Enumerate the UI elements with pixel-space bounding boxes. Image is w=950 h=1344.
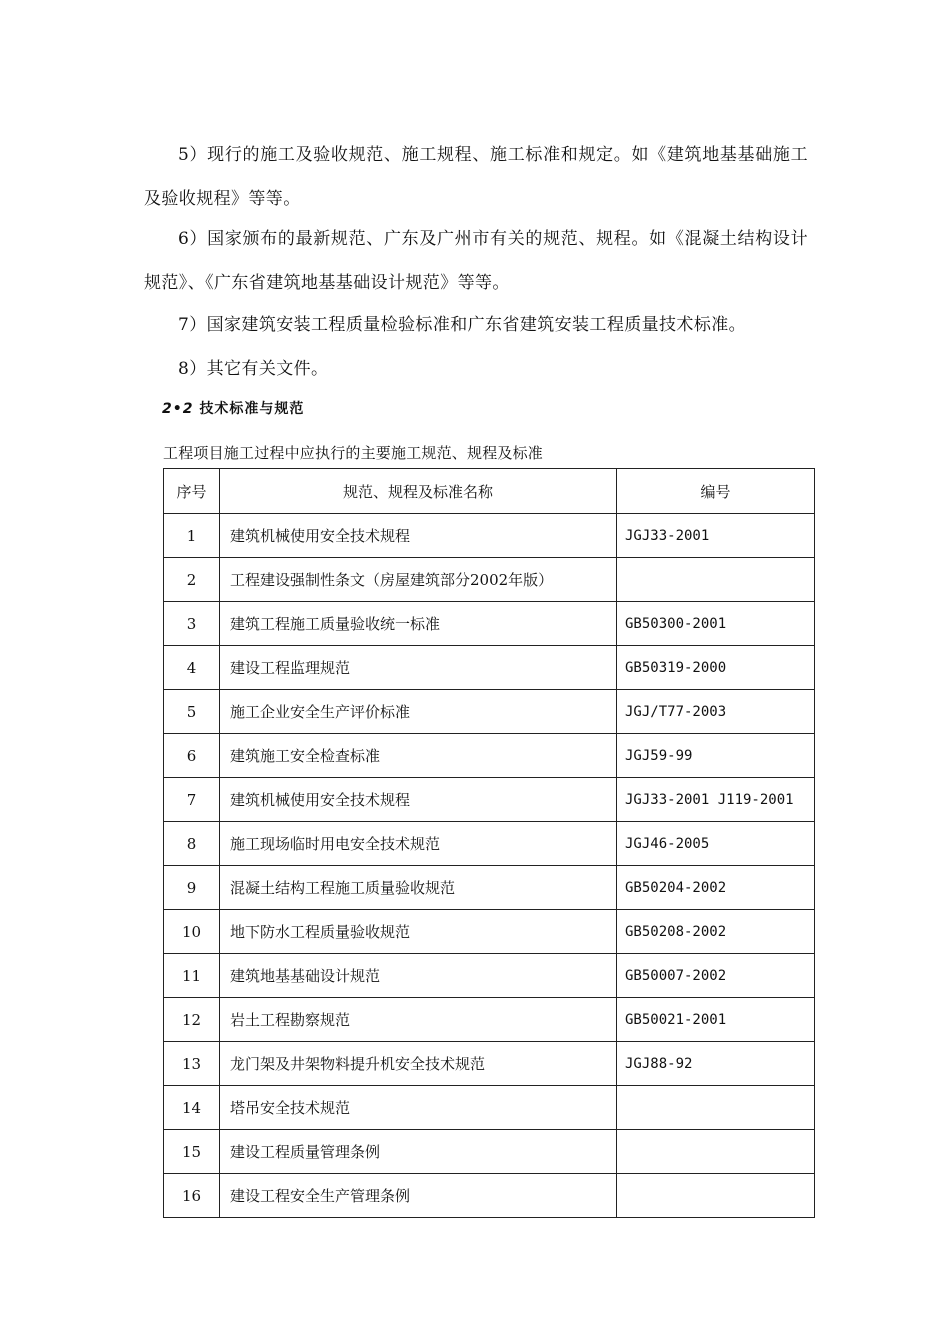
- row-standard-code: JGJ33-2001 J119-2001: [617, 778, 815, 822]
- row-standard-code: JGJ46-2005: [617, 822, 815, 866]
- table-row: [164, 954, 815, 998]
- row-number: 8: [164, 822, 220, 866]
- paragraph-item-5: 5）现行的施工及验收规范、施工规程、施工标准和规定。如《建筑地基基础施工及验收规程》等等。: [144, 145, 808, 209]
- table-row: [164, 998, 815, 1042]
- table-body: [164, 514, 815, 1218]
- row-standard-name: 岩土工程勘察规范: [220, 998, 617, 1042]
- row-standard-name: 建筑地基基础设计规范: [220, 954, 617, 998]
- row-standard-code: GB50208-2002: [617, 910, 815, 954]
- table-row: [164, 1086, 815, 1130]
- row-standard-name: 建筑施工安全检查标准: [220, 734, 617, 778]
- row-number: 14: [164, 1086, 220, 1130]
- header-name: 规范、规程及标准名称: [220, 469, 617, 514]
- row-number: 2: [164, 558, 220, 602]
- standards-table: [163, 468, 815, 1218]
- table-row: [164, 1174, 815, 1218]
- row-standard-name: 建设工程质量管理条例: [220, 1130, 617, 1174]
- row-standard-name: 施工现场临时用电安全技术规范: [220, 822, 617, 866]
- row-standard-code: JGJ/T77-2003: [617, 690, 815, 734]
- row-number: 12: [164, 998, 220, 1042]
- row-standard-name: 建筑机械使用安全技术规程: [220, 514, 617, 558]
- paragraph-item-6: 6）国家颁布的最新规范、广东及广州市有关的规范、规程。如《混凝土结构设计规范》、《广东省建筑地基基础设计规范》等等。: [144, 229, 808, 293]
- row-standard-code: JGJ88-92: [617, 1042, 815, 1086]
- row-standard-code: JGJ59-99: [617, 734, 815, 778]
- table-row: [164, 602, 815, 646]
- section-heading: [162, 398, 304, 418]
- table-header-row: [164, 469, 815, 514]
- row-number: 13: [164, 1042, 220, 1086]
- row-standard-name: 建筑机械使用安全技术规程: [220, 778, 617, 822]
- table-row: [164, 1130, 815, 1174]
- header-no: 序号: [164, 469, 220, 514]
- row-standard-code: [617, 1174, 815, 1218]
- table-row: [164, 778, 815, 822]
- row-number: 10: [164, 910, 220, 954]
- row-number: 11: [164, 954, 220, 998]
- section-number: 2•2: [162, 401, 194, 417]
- row-standard-code: JGJ33-2001: [617, 514, 815, 558]
- paragraph-item-8: 8）其它有关文件。: [178, 359, 329, 379]
- row-number: 4: [164, 646, 220, 690]
- row-standard-code: GB50007-2002: [617, 954, 815, 998]
- row-number: 3: [164, 602, 220, 646]
- row-number: 9: [164, 866, 220, 910]
- row-standard-name: 混凝土结构工程施工质量验收规范: [220, 866, 617, 910]
- row-standard-code: [617, 1130, 815, 1174]
- table-row: [164, 690, 815, 734]
- row-standard-name: 工程建设强制性条文（房屋建筑部分2002年版）: [220, 558, 617, 602]
- row-number: 5: [164, 690, 220, 734]
- header-code: 编号: [617, 469, 815, 514]
- paragraph-item-7: 7）国家建筑安装工程质量检验标准和广东省建筑安装工程质量技术标准。: [178, 315, 747, 335]
- table-row: [164, 646, 815, 690]
- row-number: 15: [164, 1130, 220, 1174]
- table-row: [164, 822, 815, 866]
- row-standard-name: 塔吊安全技术规范: [220, 1086, 617, 1130]
- table-row: [164, 1042, 815, 1086]
- table-row: [164, 734, 815, 778]
- table-row: [164, 910, 815, 954]
- row-standard-name: 施工企业安全生产评价标准: [220, 690, 617, 734]
- row-number: 6: [164, 734, 220, 778]
- table-row: [164, 514, 815, 558]
- row-standard-code: GB50204-2002: [617, 866, 815, 910]
- row-standard-name: 建设工程安全生产管理条例: [220, 1174, 617, 1218]
- row-number: 1: [164, 514, 220, 558]
- row-standard-name: 地下防水工程质量验收规范: [220, 910, 617, 954]
- row-standard-code: [617, 558, 815, 602]
- row-standard-name: 建设工程监理规范: [220, 646, 617, 690]
- row-standard-code: GB50319-2000: [617, 646, 815, 690]
- table-caption: 工程项目施工过程中应执行的主要施工规范、规程及标准: [163, 444, 544, 462]
- section-title: 技术标准与规范: [199, 401, 305, 417]
- row-number: 7: [164, 778, 220, 822]
- row-standard-code: GB50021-2001: [617, 998, 815, 1042]
- row-standard-name: 龙门架及井架物料提升机安全技术规范: [220, 1042, 617, 1086]
- table-row: [164, 866, 815, 910]
- row-standard-code: [617, 1086, 815, 1130]
- row-number: 16: [164, 1174, 220, 1218]
- row-standard-code: GB50300-2001: [617, 602, 815, 646]
- table-row: [164, 558, 815, 602]
- row-standard-name: 建筑工程施工质量验收统一标准: [220, 602, 617, 646]
